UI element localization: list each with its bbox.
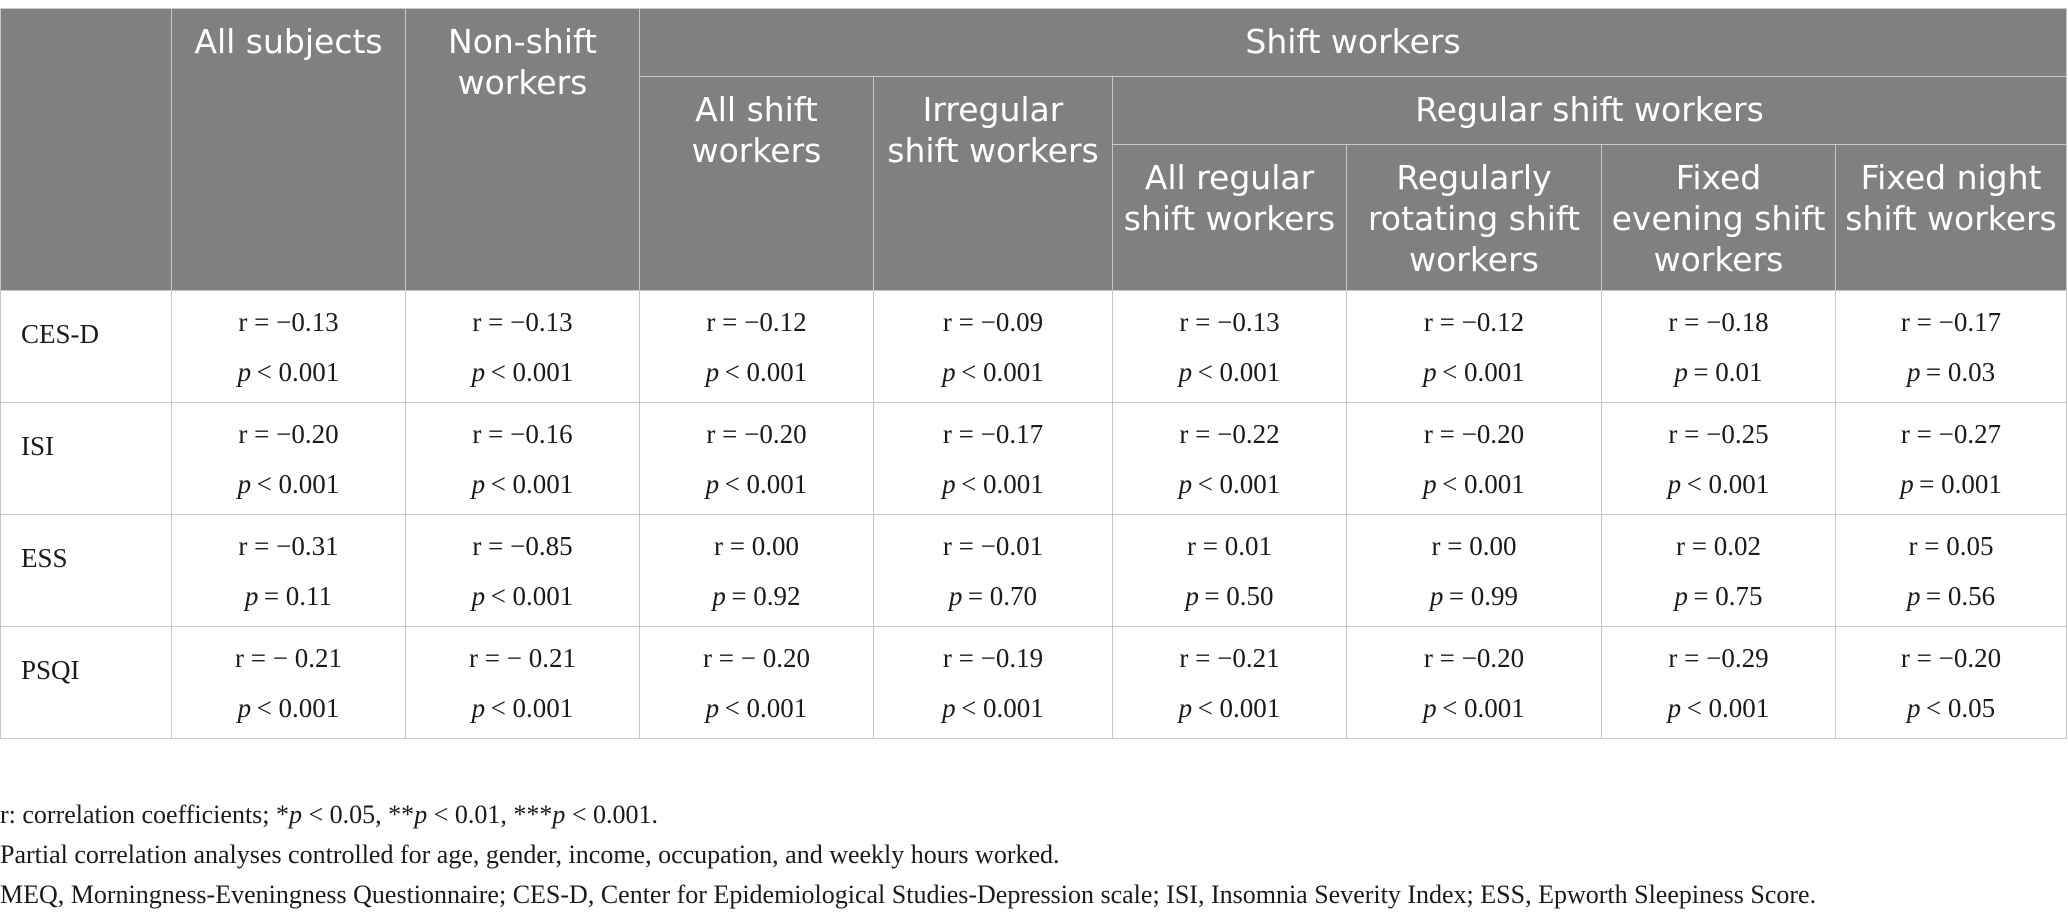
table-cell [640, 403, 874, 515]
p-value: p < 0.001 [942, 468, 1044, 499]
p-value: p = 0.01 [1674, 356, 1763, 387]
table-row [1, 515, 2067, 627]
p-value: p < 0.001 [1423, 356, 1525, 387]
table-cell [172, 515, 406, 627]
r-value: r = − 0.20 [703, 642, 810, 673]
r-value: r = −0.85 [472, 530, 573, 561]
p-value: p = 0.92 [712, 580, 801, 611]
p-value: p < 0.001 [237, 692, 340, 723]
r-value: r = −0.18 [1668, 306, 1769, 337]
r-value: r = −0.17 [1900, 306, 2002, 337]
table-row [1, 627, 2067, 739]
table-cell [640, 291, 874, 403]
header-fixed-night-shift-workers: Fixed night shift workers [1836, 145, 2067, 291]
table-cell [1836, 291, 2067, 403]
table-cell [1113, 291, 1347, 403]
table-cell [640, 515, 874, 627]
r-value: r = 0.05 [1908, 530, 1994, 561]
row-label: ESS [1, 515, 172, 627]
table-cell [406, 403, 640, 515]
p-value: p < 0.001 [705, 356, 808, 387]
p-value: p < 0.001 [237, 468, 340, 499]
corner-header-cell [1, 9, 172, 291]
footnote-abbreviations: MEQ, Morningness-Eveningness Questionnaire; CES-D, Center for Epidemiological Studies-Depression scale; ISI, Insomnia Severity Index; ESS, Epworth Sleepiness Score. [0, 880, 1817, 909]
row-label: ISI [1, 403, 172, 515]
r-value: r = −0.27 [1900, 418, 2002, 449]
r-value: r = −0.13 [472, 306, 573, 337]
table-cell [1113, 515, 1347, 627]
table-cell [1347, 515, 1602, 627]
p-value: p < 0.001 [942, 692, 1044, 723]
r-value: r = −0.20 [1423, 642, 1525, 673]
p-value: p < 0.001 [471, 468, 574, 499]
r-value: r = −0.13 [1179, 306, 1280, 337]
p-value: p = 0.99 [1429, 580, 1519, 611]
p-value: p < 0.001 [1423, 468, 1525, 499]
p-value: p < 0.001 [1178, 468, 1281, 499]
r-value: r = −0.09 [942, 306, 1044, 337]
r-value: r = −0.31 [238, 530, 339, 561]
p-value: p < 0.001 [1178, 356, 1281, 387]
p-value: p = 0.75 [1674, 580, 1763, 611]
p-value: p < 0.001 [1667, 468, 1770, 499]
header-non-shift-workers: Non-shift workers [406, 9, 640, 291]
p-value: p < 0.001 [471, 356, 574, 387]
p-value: p < 0.001 [237, 356, 340, 387]
r-value: r = −0.16 [472, 418, 573, 449]
table-cell [1602, 515, 1836, 627]
p-value: p < 0.001 [705, 468, 808, 499]
table-cell [1602, 403, 1836, 515]
table-cell [1113, 403, 1347, 515]
table-cell [406, 515, 640, 627]
table-cell [1347, 627, 1602, 739]
p-value: p < 0.001 [942, 356, 1044, 387]
r-value: r = −0.20 [706, 418, 807, 449]
r-value: r = −0.20 [1423, 418, 1525, 449]
r-value: r = − 0.21 [469, 642, 576, 673]
header-fixed-evening-shift-workers: Fixed evening shift workers [1602, 145, 1836, 291]
table-body [1, 291, 2067, 739]
table-cell [1113, 627, 1347, 739]
r-value: r = −0.20 [238, 418, 339, 449]
table-cell [406, 291, 640, 403]
correlation-table [0, 8, 2067, 739]
p-value: p < 0.001 [471, 692, 574, 723]
header-shift-workers: Shift workers [640, 9, 2067, 77]
table-cell [1836, 515, 2067, 627]
p-value: p < 0.001 [1667, 692, 1770, 723]
r-value: r = −0.19 [942, 642, 1044, 673]
r-value: r = 0.02 [1676, 530, 1761, 561]
p-value: p = 0.03 [1906, 356, 1996, 387]
table-cell [1602, 627, 1836, 739]
p-value: p = 0.11 [244, 580, 333, 611]
r-value: r = −0.12 [706, 306, 807, 337]
r-value: r = −0.22 [1179, 418, 1280, 449]
header-all-subjects: All subjects [172, 9, 406, 291]
table-cell [172, 627, 406, 739]
r-value: r = −0.21 [1179, 642, 1280, 673]
header-all-regular-shift-workers: All regular shift workers [1113, 145, 1347, 291]
table-cell [406, 627, 640, 739]
r-value: r = −0.29 [1668, 642, 1769, 673]
p-value: p < 0.001 [1178, 692, 1281, 723]
header-all-shift-workers: All shift workers [640, 77, 874, 291]
header-irregular-shift-workers: Irregular shift workers [874, 77, 1113, 291]
p-value: p = 0.70 [948, 580, 1038, 611]
p-value: p = 0.56 [1906, 580, 1996, 611]
r-value: r = −0.13 [238, 306, 339, 337]
table-cell [1347, 291, 1602, 403]
r-value: r = −0.01 [942, 530, 1044, 561]
p-value: p < 0.001 [1423, 692, 1525, 723]
p-value: p < 0.05 [1906, 692, 1996, 723]
table-row [1, 403, 2067, 515]
r-value: r = 0.01 [1187, 530, 1272, 561]
table-cell [1836, 403, 2067, 515]
table-cell [874, 291, 1113, 403]
header-regular-shift-workers: Regular shift workers [1113, 77, 2067, 145]
footnote-partial-correlation: Partial correlation analyses controlled for age, gender, income, occupation, and weekly hours worked. [0, 840, 1060, 869]
header-regularly-rotating-shift-workers: Regularly rotating shift workers [1347, 145, 1602, 291]
p-value: p < 0.001 [705, 692, 808, 723]
table-cell [874, 403, 1113, 515]
table-row [1, 291, 2067, 403]
r-value: r = −0.20 [1900, 642, 2002, 673]
table-cell [172, 403, 406, 515]
r-value: r = 0.00 [714, 530, 799, 561]
table-cell [172, 291, 406, 403]
p-value: p < 0.001 [471, 580, 574, 611]
p-value: p = 0.001 [1900, 468, 2002, 499]
table-cell [640, 627, 874, 739]
table-cell [874, 515, 1113, 627]
r-value: r = −0.12 [1423, 306, 1525, 337]
table-cell [1347, 403, 1602, 515]
row-label: PSQI [1, 627, 172, 739]
table-cell [1836, 627, 2067, 739]
r-value: r = − 0.21 [235, 642, 342, 673]
footnote-correlation: r: correlation coefficients; *p < 0.05, **p < 0.01, ***p < 0.001. [0, 800, 659, 829]
p-value: p = 0.50 [1185, 580, 1274, 611]
r-value: r = 0.00 [1431, 530, 1517, 561]
table-cell [1602, 291, 1836, 403]
table-cell [874, 627, 1113, 739]
row-label: CES-D [1, 291, 172, 403]
r-value: r = −0.25 [1668, 418, 1769, 449]
table-footnotes [0, 795, 2060, 915]
r-value: r = −0.17 [942, 418, 1044, 449]
